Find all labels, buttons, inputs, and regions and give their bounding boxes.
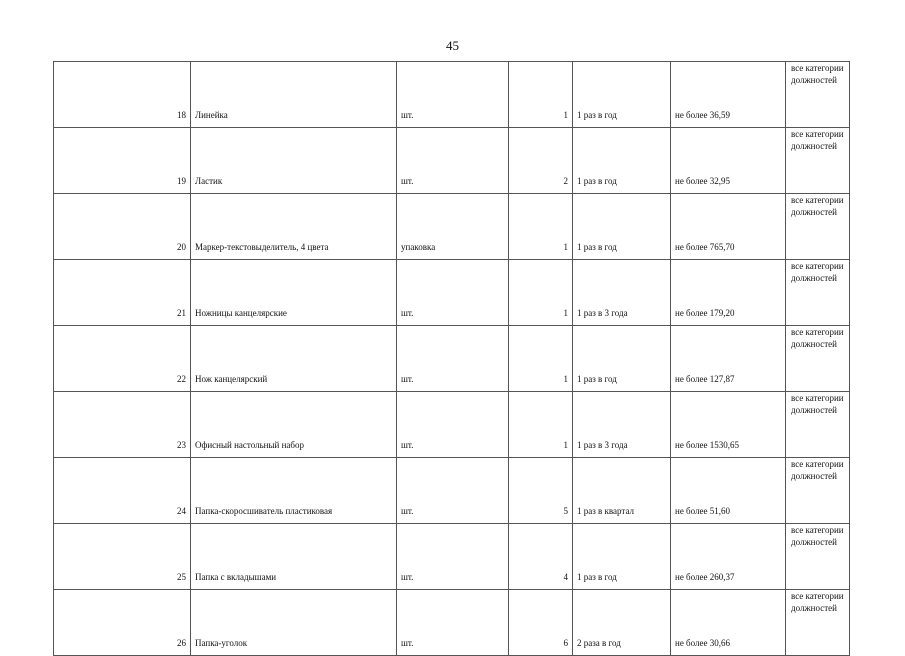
item-name: Маркер-текстовыделитель, 4 цвета xyxy=(191,194,397,260)
unit: шт. xyxy=(397,128,509,194)
price: не более 36,59 xyxy=(671,62,786,128)
item-name: Офисный настольный набор xyxy=(191,392,397,458)
frequency: 1 раз в год xyxy=(573,524,671,590)
category: все категории должностей xyxy=(786,62,850,128)
quantity: 2 xyxy=(509,128,573,194)
frequency: 1 раз в 3 года xyxy=(573,392,671,458)
row-number: 20 xyxy=(54,194,191,260)
price: не более 1530,65 xyxy=(671,392,786,458)
price: не более 51,60 xyxy=(671,458,786,524)
price: не более 127,87 xyxy=(671,326,786,392)
category: все категории должностей xyxy=(786,260,850,326)
quantity: 6 xyxy=(509,590,573,656)
quantity: 1 xyxy=(509,326,573,392)
item-name: Папка с вкладышами xyxy=(191,524,397,590)
unit: шт. xyxy=(397,326,509,392)
table-row xyxy=(54,128,850,194)
item-name: Линейка xyxy=(191,62,397,128)
category: все категории должностей xyxy=(786,392,850,458)
quantity: 1 xyxy=(509,194,573,260)
table-row xyxy=(54,194,850,260)
unit: шт. xyxy=(397,62,509,128)
unit: шт. xyxy=(397,524,509,590)
item-name: Папка-уголок xyxy=(191,590,397,656)
unit: упаковка xyxy=(397,194,509,260)
price: не более 30,66 xyxy=(671,590,786,656)
frequency: 1 раз в год xyxy=(573,194,671,260)
frequency: 2 раза в год xyxy=(573,590,671,656)
row-number: 19 xyxy=(54,128,191,194)
table-row xyxy=(54,590,850,656)
row-number: 24 xyxy=(54,458,191,524)
price: не более 179,20 xyxy=(671,260,786,326)
unit: шт. xyxy=(397,590,509,656)
row-number: 25 xyxy=(54,524,191,590)
frequency: 1 раз в год xyxy=(573,62,671,128)
unit: шт. xyxy=(397,458,509,524)
row-number: 18 xyxy=(54,62,191,128)
row-number: 21 xyxy=(54,260,191,326)
quantity: 1 xyxy=(509,62,573,128)
category: все категории должностей xyxy=(786,326,850,392)
item-name: Ластик xyxy=(191,128,397,194)
category: все категории должностей xyxy=(786,128,850,194)
price: не более 32,95 xyxy=(671,128,786,194)
quantity: 1 xyxy=(509,260,573,326)
unit: шт. xyxy=(397,260,509,326)
quantity: 5 xyxy=(509,458,573,524)
row-number: 26 xyxy=(54,590,191,656)
table-row xyxy=(54,392,850,458)
item-name: Папка-скоросшиватель пластиковая xyxy=(191,458,397,524)
category: все категории должностей xyxy=(786,194,850,260)
row-number: 23 xyxy=(54,392,191,458)
table-row xyxy=(54,62,850,128)
table-row xyxy=(54,326,850,392)
quantity: 1 xyxy=(509,392,573,458)
table-row xyxy=(54,260,850,326)
table-row xyxy=(54,458,850,524)
items-table-body xyxy=(54,62,850,656)
table-row xyxy=(54,524,850,590)
page-number: 45 xyxy=(446,38,459,53)
frequency: 1 раз в квартал xyxy=(573,458,671,524)
frequency: 1 раз в год xyxy=(573,128,671,194)
row-number: 22 xyxy=(54,326,191,392)
quantity: 4 xyxy=(509,524,573,590)
price: не более 260,37 xyxy=(671,524,786,590)
category: все категории должностей xyxy=(786,524,850,590)
price: не более 765,70 xyxy=(671,194,786,260)
frequency: 1 раз в год xyxy=(573,326,671,392)
unit: шт. xyxy=(397,392,509,458)
frequency: 1 раз в 3 года xyxy=(573,260,671,326)
item-name: Нож канцелярский xyxy=(191,326,397,392)
item-name: Ножницы канцелярские xyxy=(191,260,397,326)
category: все категории должностей xyxy=(786,458,850,524)
items-table xyxy=(53,61,850,656)
category: все категории должностей xyxy=(786,590,850,656)
